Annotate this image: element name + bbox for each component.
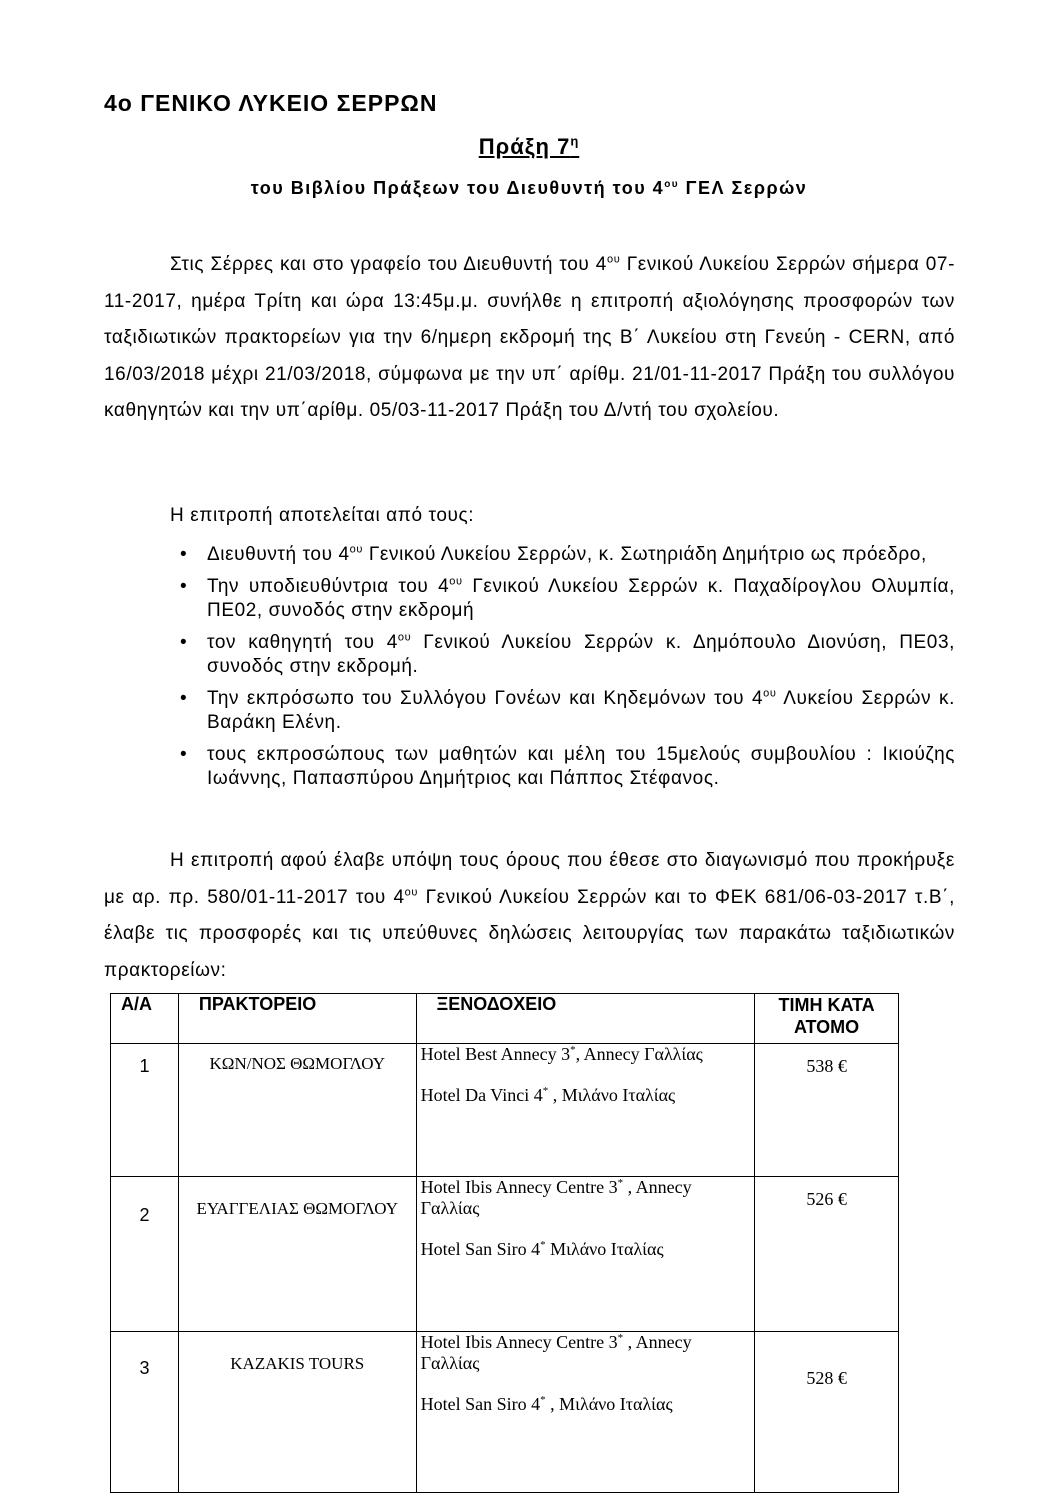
member-superscript: ου bbox=[349, 543, 363, 556]
committee-member bbox=[180, 687, 955, 735]
hotel-entry bbox=[421, 1394, 755, 1415]
hotel-location: , Annecy Γαλλίας bbox=[575, 1044, 703, 1064]
subtitle-pre: του Βιβλίου Πράξεων του Διευθυντή του 4 bbox=[250, 178, 665, 198]
row-price: 538 € bbox=[755, 1044, 899, 1177]
row-hotels bbox=[416, 1177, 755, 1332]
table-row bbox=[111, 1332, 899, 1493]
bullet-icon: • bbox=[180, 632, 188, 653]
header-price: ΤΙΜΗ ΚΑΤΑ ΑΤΟΜΟ bbox=[755, 994, 899, 1044]
member-text-post: Γενικού Λυκείου Σερρών κ. Παχαδίρογλου Ολυμπία, ΠΕ02, συνοδός στην εκδρομή bbox=[207, 576, 955, 621]
bullet-icon: • bbox=[180, 576, 188, 597]
star-icon: * bbox=[540, 1394, 546, 1406]
intro-pre: Στις Σέρρες και στο γραφείο του Διευθυντή του 4 bbox=[170, 254, 607, 275]
header-hotel: ΞΕΝΟΔΟΧΕΙΟ bbox=[416, 994, 755, 1044]
hotel-entry bbox=[421, 1044, 755, 1065]
hotel-location: , Annecy Γαλλίας bbox=[420, 1332, 692, 1373]
row-agency: ΕΥΑΓΓΕΛΙΑΣ ΘΩΜΟΓΛΟΥ bbox=[178, 1177, 416, 1332]
member-text: Διευθυντή του 4 bbox=[207, 544, 350, 565]
hotel-name: Hotel Best Annecy 3 bbox=[420, 1044, 571, 1064]
table-header-row bbox=[111, 994, 899, 1044]
committee-member bbox=[180, 575, 955, 623]
member-text-post: Λυκείου Σερρών κ. Βαράκη Ελένη. bbox=[207, 688, 955, 733]
member-superscript: ου bbox=[763, 687, 777, 700]
member-superscript: ου bbox=[397, 631, 412, 644]
row-price: 526 € bbox=[755, 1177, 899, 1332]
table-row bbox=[111, 1044, 899, 1177]
intro-paragraph bbox=[104, 247, 955, 430]
row-hotels bbox=[416, 1332, 755, 1493]
title-text: Πράξη 7 bbox=[478, 134, 571, 160]
row-price: 528 € bbox=[755, 1332, 899, 1493]
subtitle-superscript: ου bbox=[664, 179, 680, 190]
bullet-icon: • bbox=[180, 688, 188, 709]
hotel-name: Hotel Da Vinci 4 bbox=[420, 1085, 543, 1105]
decision-post: Γενικού Λυκείου Σερρών και το ΦΕΚ 681/06-03-2017 τ.Β΄, έλαβε τις προσφορές και τις υπεύθυνες δηλώσεις λειτουργίας των παρακάτω ταξιδιωτικών πρακτορείων: bbox=[104, 886, 955, 981]
hotel-location: , Μιλάνο Ιταλίας bbox=[545, 1394, 673, 1414]
member-text-post: Γενικού Λυκείου Σερρών, κ. Σωτηριάδη Δημήτριο ως πρόεδρο, bbox=[362, 544, 927, 565]
committee-member bbox=[180, 543, 955, 567]
star-icon: * bbox=[542, 1085, 549, 1097]
star-icon: * bbox=[540, 1239, 546, 1251]
subtitle-post: ΓΕΛ Σερρών bbox=[679, 178, 808, 198]
row-number: 1 bbox=[111, 1044, 179, 1177]
hotel-name: Hotel San Siro 4 bbox=[420, 1239, 541, 1259]
member-text: τους εκπροσώπους των μαθητών και μέλη του 15μελούς συμβουλίου : Ικιούζης Ιωάννης, Παπασπύρου Δημήτριος και Πάππος Στέφανος. bbox=[207, 744, 955, 789]
star-icon: * bbox=[617, 1332, 624, 1344]
hotel-entry bbox=[421, 1085, 755, 1106]
hotel-entry bbox=[421, 1177, 755, 1219]
row-agency: ΚΩΝ/ΝΟΣ ΘΩΜΟΓΛΟΥ bbox=[178, 1044, 416, 1177]
member-text: Την εκπρόσωπο του Συλλόγου Γονέων και Κηδεμόνων του 4 bbox=[207, 688, 764, 709]
intro-superscript: ου bbox=[606, 253, 621, 266]
header-agency: ΠΡΑΚΤΟΡΕΙΟ bbox=[178, 994, 416, 1044]
star-icon: * bbox=[617, 1177, 624, 1189]
title-superscript: η bbox=[570, 134, 580, 149]
bullet-icon: • bbox=[180, 544, 188, 565]
row-number: 2 bbox=[111, 1177, 179, 1332]
member-text: τον καθηγητή του 4 bbox=[207, 632, 398, 653]
table-row bbox=[111, 1177, 899, 1332]
committee-member bbox=[180, 743, 955, 791]
decision-pre: Η επιτροπή αφού έλαβε υπόψη τους όρους που έθεσε στο διαγωνισμό που προκήρυξε με αρ. πρ. 580/01-11-2017 του 4 bbox=[104, 850, 955, 908]
member-superscript: ου bbox=[449, 575, 463, 588]
hotel-entry bbox=[421, 1332, 755, 1374]
header-aa: Α/Α bbox=[111, 994, 179, 1044]
star-icon: * bbox=[570, 1044, 576, 1056]
row-hotels bbox=[416, 1044, 755, 1177]
hotel-location: , Μιλάνο Ιταλίας bbox=[548, 1085, 676, 1105]
hotel-entry bbox=[421, 1239, 755, 1260]
hotel-name: Hotel Ibis Annecy Centre 3 bbox=[420, 1332, 618, 1352]
document-title bbox=[0, 134, 1058, 160]
decision-paragraph bbox=[104, 843, 955, 989]
decision-superscript: ου bbox=[404, 886, 418, 899]
offers-table bbox=[110, 993, 899, 1493]
hotel-location: Μιλάνο Ιταλίας bbox=[545, 1239, 664, 1259]
committee-list bbox=[180, 543, 955, 799]
document-subtitle bbox=[0, 178, 1058, 199]
hotel-location: , Annecy Γαλλίας bbox=[420, 1177, 692, 1218]
member-text: Την υποδιευθύντρια του 4 bbox=[207, 576, 450, 597]
hotel-name: Hotel Ibis Annecy Centre 3 bbox=[420, 1177, 618, 1197]
intro-post: Γενικού Λυκείου Σερρών σήμερα 07-11-2017, ημέρα Τρίτη και ώρα 13:45μ.μ. συνήλθε η επιτροπή αξιολόγησης προσφορών των ταξιδιωτικών πρακτορείων για την 6/ημερη εκδρομή της Β΄ Λυκείου στη Γενεύη - CERN, από 16/03/2018 μέχρι 21/03/2018, σύμφωνα με την υπ΄ αρίθμ. 21/01-11-2017 Πράξη του συλλόγου καθηγητών και την υπ΄αρίθμ. 05/03-11-2017 Πράξη του Δ/ντή του σχολείου. bbox=[104, 254, 955, 421]
committee-member bbox=[180, 631, 955, 679]
row-number: 3 bbox=[111, 1332, 179, 1493]
committee-heading: Η επιτροπή αποτελείται από τους: bbox=[170, 505, 475, 526]
row-agency: KAZAKIS TOURS bbox=[178, 1332, 416, 1493]
hotel-name: Hotel San Siro 4 bbox=[420, 1394, 541, 1414]
member-text-post: Γενικού Λυκείου Σερρών κ. Δημόπουλο Διονύση, ΠΕ03, συνοδός στην εκδρομή. bbox=[207, 632, 955, 677]
bullet-icon: • bbox=[180, 744, 188, 765]
school-name: 4ο ΓΕΝΙΚΟ ΛΥΚΕΙΟ ΣΕΡΡΩΝ bbox=[104, 90, 438, 116]
